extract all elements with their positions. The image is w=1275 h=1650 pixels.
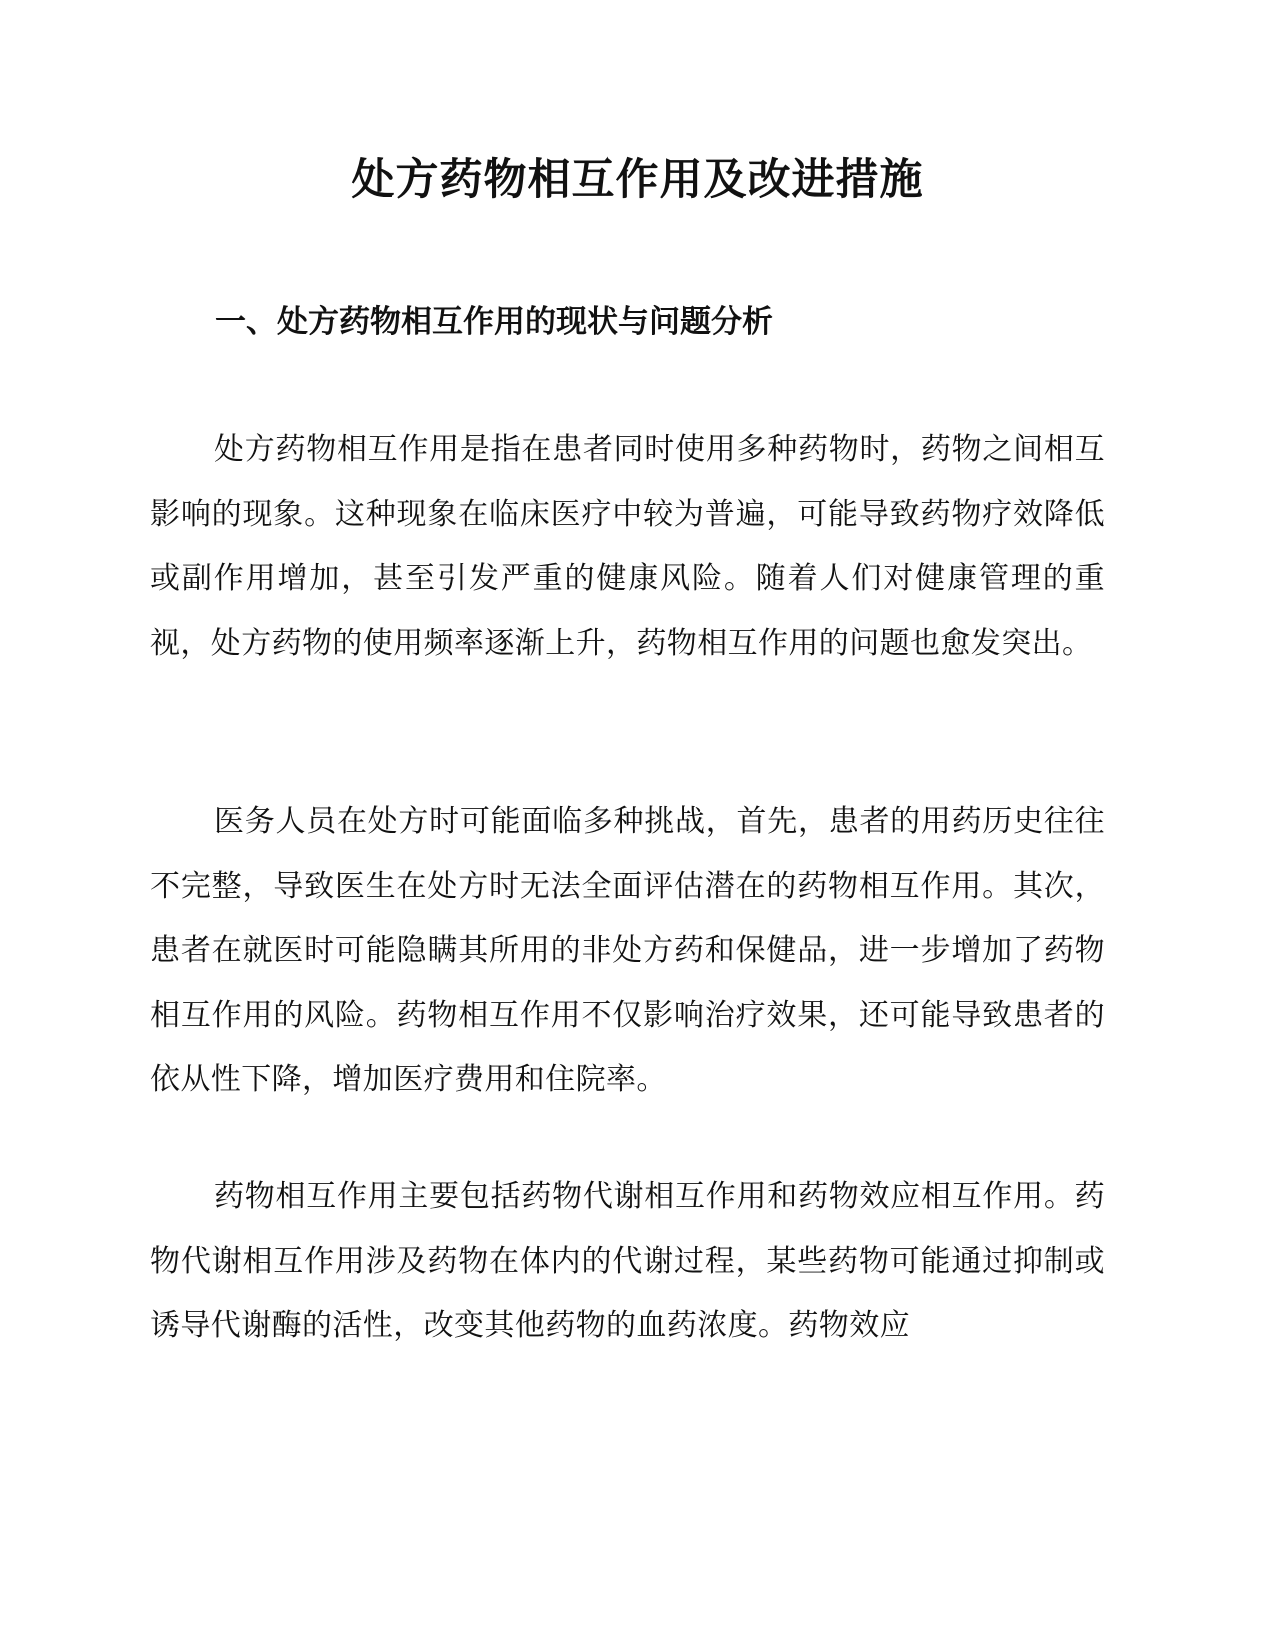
body-paragraph: 医务人员在处方时可能面临多种挑战，首先，患者的用药历史往往不完整，导致医生在处方时无法全面评估潜在的药物相互作用。其次，患者在就医时可能隐瞒其所用的非处方药和保健品，进一步增加了药物相互作用的风险。药物相互作用不仅影响治疗效果，还可能导致患者的依从性下降，增加医疗费用和住院率。 [150,804,1105,1097]
body-paragraph: 处方药物相互作用是指在患者同时使用多种药物时，药物之间相互影响的现象。这种现象在临床医疗中较为普遍，可能导致药物疗效降低或副作用增加，甚至引发严重的健康风险。随着人们对健康管理的重视，处方药物的使用频率逐渐上升，药物相互作用的问题也愈发突出。 [150,432,1105,661]
body-paragraph: 药物相互作用主要包括药物代谢相互作用和药物效应相互作用。药物代谢相互作用涉及药物在体内的代谢过程，某些药物可能通过抑制或诱导代谢酶的活性，改变其他药物的血药浓度。药物效应 [150,1179,1105,1343]
section-heading: 一、处方药物相互作用的现状与问题分析 [215,304,773,340]
document-title: 处方药物相互作用及改进措施 [351,155,924,205]
